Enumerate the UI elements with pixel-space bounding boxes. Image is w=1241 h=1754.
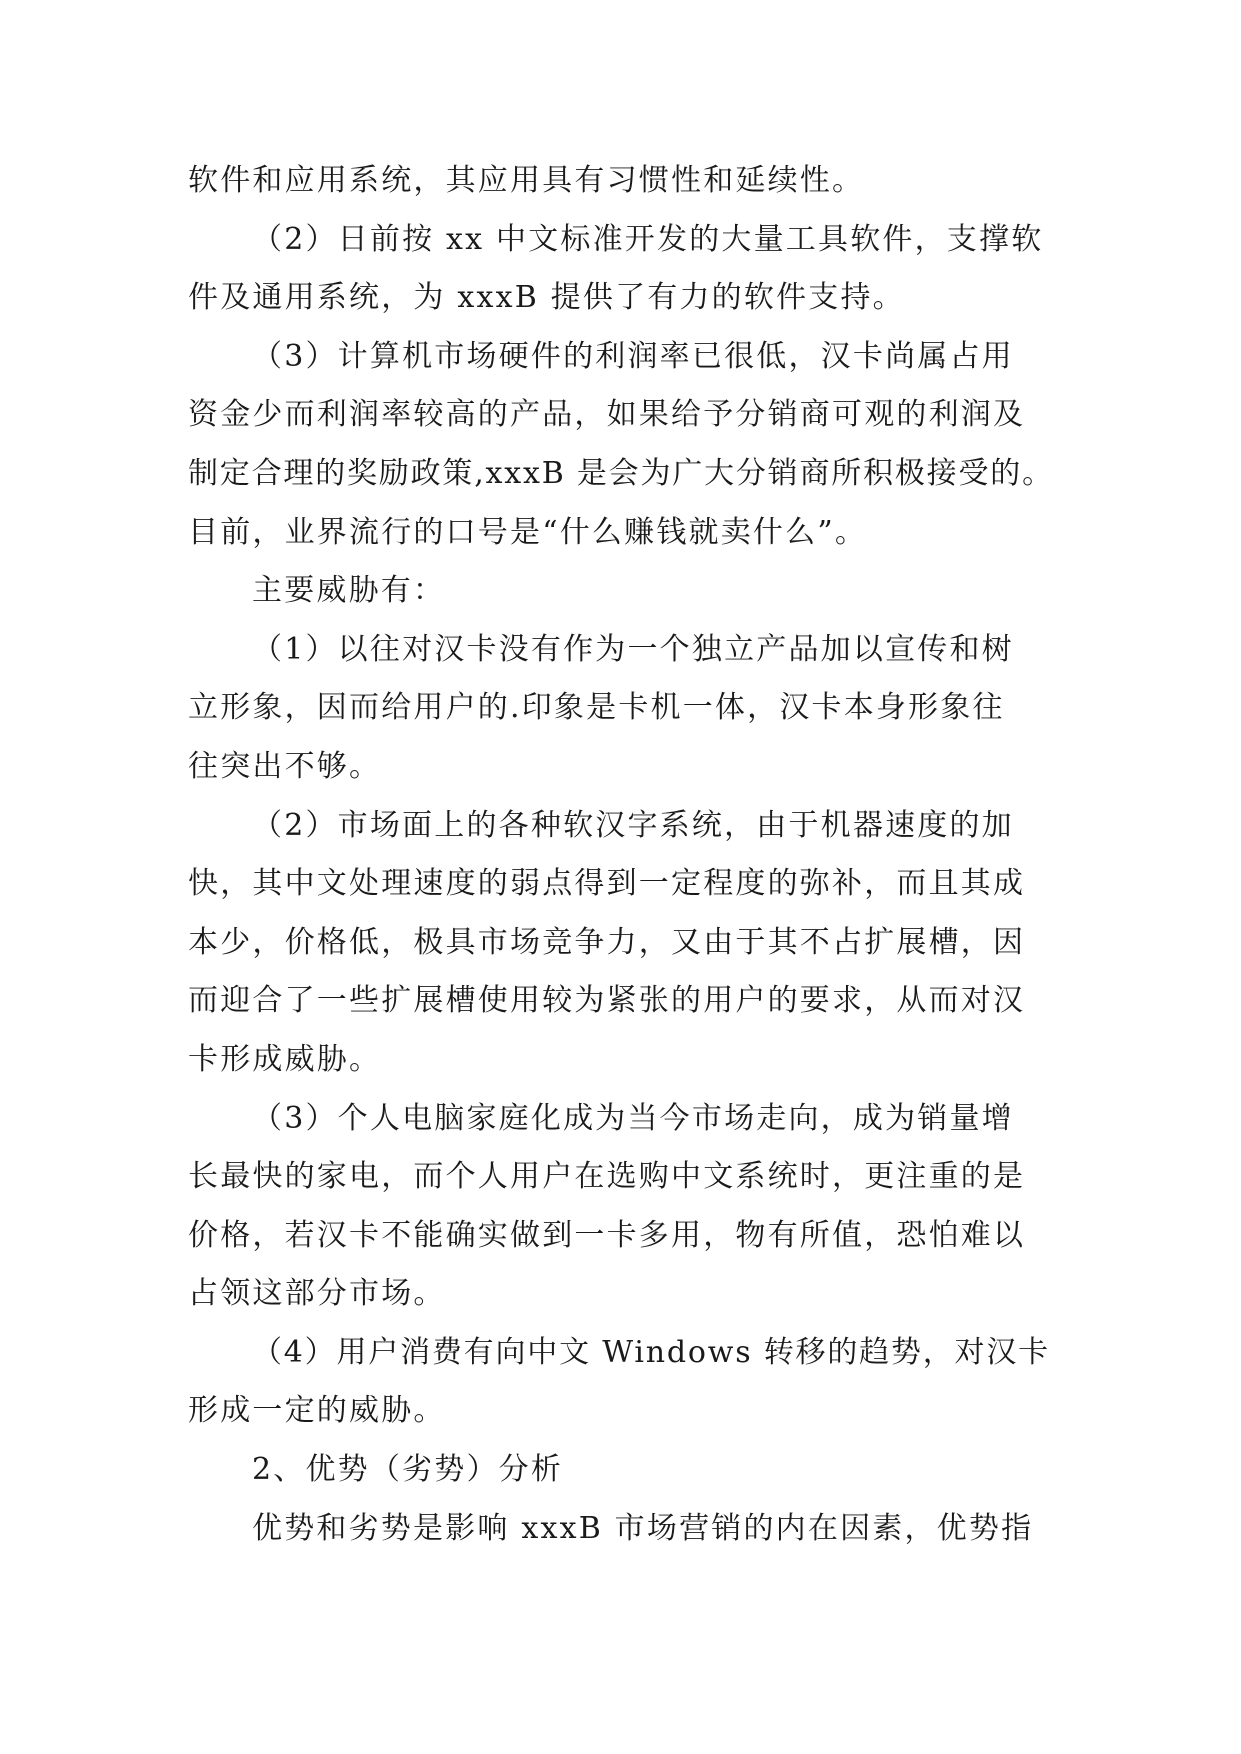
text-line: 形成一定的威胁。 [188, 1393, 446, 1429]
text-line: （1）以往对汉卡没有作为一个独立产品加以宣传和树 [252, 631, 1014, 667]
text-line: 长最快的家电，而个人用户在选购中文系统时，更注重的是 [188, 1159, 1026, 1195]
body-text [188, 152, 1056, 1558]
text-line: 价格，若汉卡不能确实做到一卡多用，物有所值，恐怕难以 [188, 1217, 1026, 1253]
text-line: 软件和应用系统，其应用具有习惯性和延续性。 [188, 163, 865, 198]
text-line: 制定合理的奖励政策,xxxB 是会为广大分销商所积极接受的。 [188, 455, 1054, 491]
text-line: 资金少而利润率较高的产品，如果给予分销商可观的利润及 [188, 397, 1026, 433]
text-line: 优势和劣势是影响 xxxB 市场营销的内在因素，优势指 [252, 1510, 1034, 1546]
text-line: 件及通用系统，为 xxxB 提供了有力的软件支持。 [188, 280, 905, 316]
text-line: 目前，业界流行的口号是“什么赚钱就卖什么”。 [188, 514, 868, 550]
text-line: 主要威胁有： [252, 573, 446, 609]
text-line: （3）计算机市场硬件的利润率已很低，汉卡尚属占用 [252, 338, 1014, 374]
text-line: （2）市场面上的各种软汉字系统，由于机器速度的加 [252, 807, 1014, 843]
text-line: 占领这部分市场。 [188, 1276, 446, 1312]
text-line: （2）日前按 xx 中文标准开发的大量工具软件，支撑软 [252, 221, 1044, 257]
text-line: 立形象，因而给用户的.印象是卡机一体，汉卡本身形象往 [188, 690, 1005, 726]
text-line: （3）个人电脑家庭化成为当今市场走向，成为销量增 [252, 1100, 1014, 1136]
text-line: 卡形成威胁。 [188, 1041, 382, 1077]
text-line: 本少，价格低，极具市场竞争力，又由于其不占扩展槽，因 [188, 924, 1026, 960]
text-line: 往突出不够。 [188, 748, 382, 784]
text-line: （4）用户消费有向中文 Windows 转移的趋势，对汉卡 [252, 1334, 1050, 1370]
text-line: 2、优势（劣势）分析 [252, 1452, 564, 1488]
text-line: 而迎合了一些扩展槽使用较为紧张的用户的要求，从而对汉 [188, 983, 1026, 1019]
text-line: 快，其中文处理速度的弱点得到一定程度的弥补，而且其成 [188, 866, 1026, 902]
